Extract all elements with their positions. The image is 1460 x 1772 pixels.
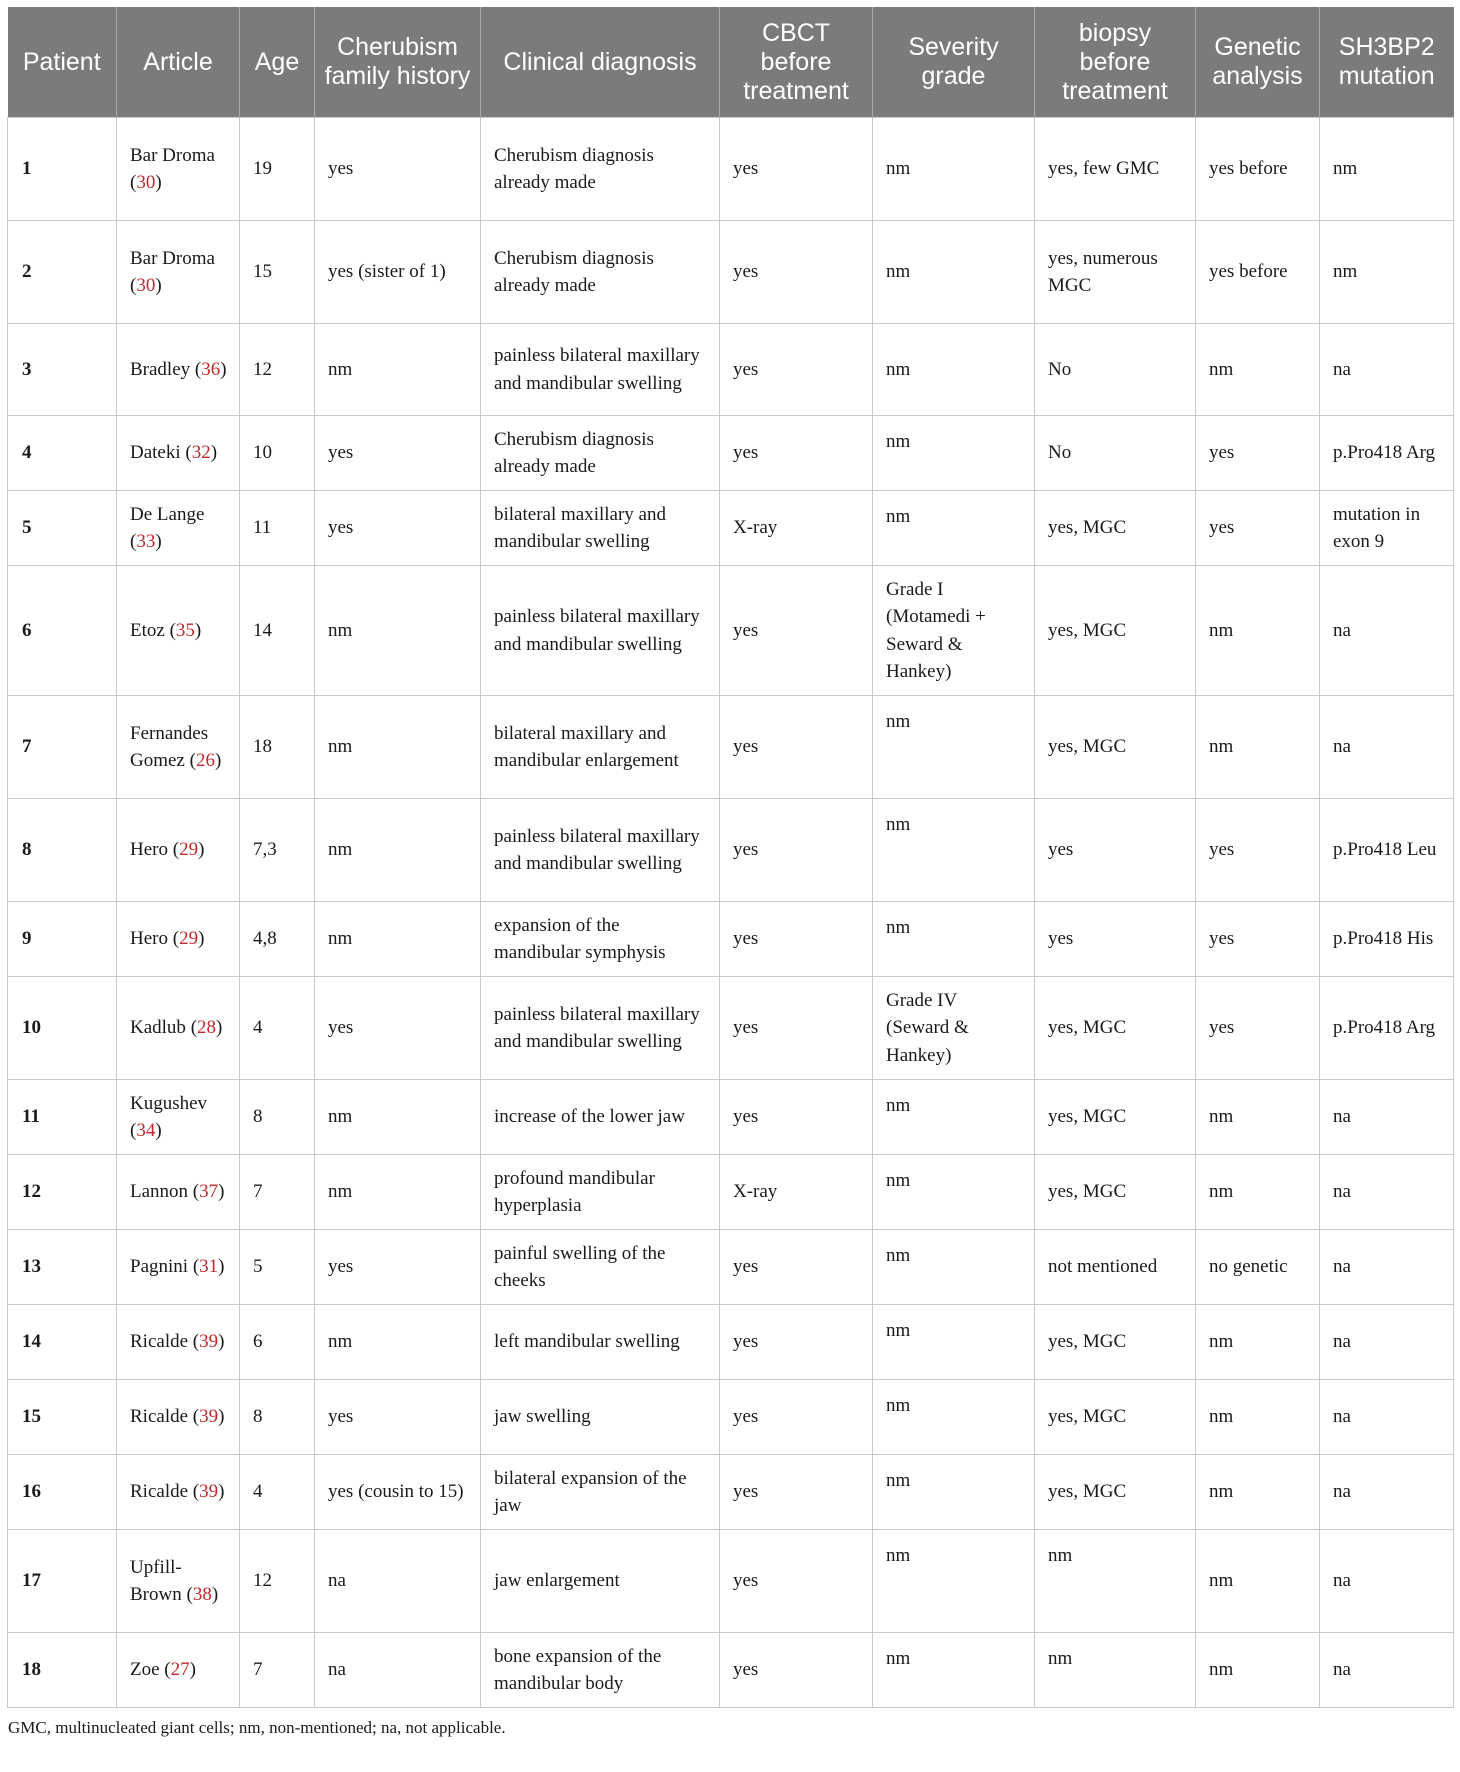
- header-clinical-diagnosis: Clinical diagnosis: [481, 7, 720, 118]
- cell-cbct: yes: [720, 1305, 873, 1380]
- cell-genetic: yes: [1196, 799, 1320, 902]
- cell-genetic: nm: [1196, 1380, 1320, 1455]
- cell-patient: 17: [8, 1530, 117, 1633]
- cell-severity: Grade IV (Seward & Hankey): [873, 977, 1035, 1080]
- cell-biopsy: yes, MGC: [1035, 1380, 1196, 1455]
- cell-clinical-diagnosis: increase of the lower jaw: [481, 1080, 720, 1155]
- cell-patient: 11: [8, 1080, 117, 1155]
- cell-article: Lannon (37): [117, 1155, 240, 1230]
- table-row: [8, 799, 1454, 902]
- cell-severity: nm: [873, 1633, 1035, 1708]
- cell-genetic: no genetic: [1196, 1230, 1320, 1305]
- table-row: [8, 977, 1454, 1080]
- table-body: [8, 118, 1454, 1708]
- cell-biopsy: No: [1035, 416, 1196, 491]
- cell-clinical-diagnosis: bilateral maxillary and mandibular swelling: [481, 491, 720, 566]
- cell-mutation: nm: [1320, 221, 1454, 324]
- article-ref-link[interactable]: 28: [197, 1017, 217, 1039]
- article-author: De Lange: [130, 503, 205, 525]
- cell-mutation: na: [1320, 1155, 1454, 1230]
- cell-genetic: yes: [1196, 416, 1320, 491]
- header-severity: Severity grade: [873, 7, 1035, 118]
- cell-cbct: yes: [720, 416, 873, 491]
- cell-clinical-diagnosis: left mandibular swelling: [481, 1305, 720, 1380]
- header-row: [8, 7, 1454, 118]
- cell-genetic: nm: [1196, 566, 1320, 696]
- cell-mutation: na: [1320, 324, 1454, 416]
- cell-article: Hero (29): [117, 799, 240, 902]
- table-row: [8, 221, 1454, 324]
- article-author: Etoz: [130, 619, 165, 641]
- cell-patient: 12: [8, 1155, 117, 1230]
- cell-genetic: nm: [1196, 1633, 1320, 1708]
- cell-biopsy: yes, MGC: [1035, 1155, 1196, 1230]
- cell-patient: 10: [8, 977, 117, 1080]
- cell-clinical-diagnosis: jaw swelling: [481, 1380, 720, 1455]
- article-author: Upfill-Brown: [130, 1556, 182, 1605]
- cell-cbct: yes: [720, 221, 873, 324]
- table-row: [8, 1305, 1454, 1380]
- article-ref-link[interactable]: 39: [199, 1406, 219, 1428]
- cell-clinical-diagnosis: bilateral expansion of the jaw: [481, 1455, 720, 1530]
- table-row: [8, 491, 1454, 566]
- cell-family-history: na: [315, 1530, 481, 1633]
- cell-mutation: na: [1320, 1305, 1454, 1380]
- header-article: Article: [117, 7, 240, 118]
- cell-article: Pagnini (31): [117, 1230, 240, 1305]
- article-ref-link[interactable]: 39: [199, 1481, 219, 1503]
- cell-article: Kugushev (34): [117, 1080, 240, 1155]
- cell-age: 10: [240, 416, 315, 491]
- article-ref-link[interactable]: 30: [136, 275, 156, 296]
- table-row: [8, 1530, 1454, 1633]
- cell-cbct: yes: [720, 799, 873, 902]
- cell-genetic: nm: [1196, 324, 1320, 416]
- cell-article: De Lange (33): [117, 491, 240, 566]
- cell-patient: 13: [8, 1230, 117, 1305]
- table-row: [8, 566, 1454, 696]
- cell-biopsy: yes, MGC: [1035, 566, 1196, 696]
- cell-article: Hero (29): [117, 902, 240, 977]
- cell-patient: 16: [8, 1455, 117, 1530]
- cell-cbct: yes: [720, 1455, 873, 1530]
- table-row: [8, 696, 1454, 799]
- cell-age: 15: [240, 221, 315, 324]
- cell-clinical-diagnosis: painless bilateral maxillary and mandibular swelling: [481, 799, 720, 902]
- article-ref-link[interactable]: 33: [136, 531, 156, 552]
- cell-family-history: yes: [315, 118, 481, 221]
- header-biopsy: biopsy before treatment: [1035, 7, 1196, 118]
- article-author: Lannon: [130, 1181, 189, 1203]
- cell-genetic: yes before: [1196, 118, 1320, 221]
- cell-severity: nm: [873, 1230, 1035, 1305]
- cell-age: 12: [240, 1530, 315, 1633]
- cell-severity: nm: [873, 491, 1035, 566]
- header-age: Age: [240, 7, 315, 118]
- cell-article: Etoz (35): [117, 566, 240, 696]
- cell-cbct: yes: [720, 1380, 873, 1455]
- header-patient: Patient: [8, 7, 117, 118]
- cell-family-history: yes: [315, 977, 481, 1080]
- cell-patient: 9: [8, 902, 117, 977]
- cell-severity: nm: [873, 416, 1035, 491]
- table-row: [8, 324, 1454, 416]
- cell-mutation: na: [1320, 696, 1454, 799]
- cell-age: 11: [240, 491, 315, 566]
- cell-cbct: yes: [720, 324, 873, 416]
- cell-age: 12: [240, 324, 315, 416]
- table-row: [8, 118, 1454, 221]
- cell-genetic: nm: [1196, 1305, 1320, 1380]
- cell-clinical-diagnosis: painless bilateral maxillary and mandibular swelling: [481, 566, 720, 696]
- cell-biopsy: yes, MGC: [1035, 1080, 1196, 1155]
- article-author: Fernandes Gomez: [130, 722, 209, 771]
- cell-cbct: X-ray: [720, 1155, 873, 1230]
- article-author: Hero: [130, 928, 168, 950]
- cell-family-history: nm: [315, 696, 481, 799]
- table-row: [8, 1633, 1454, 1708]
- article-ref-link[interactable]: 39: [199, 1331, 219, 1353]
- cell-mutation: na: [1320, 1455, 1454, 1530]
- cell-cbct: yes: [720, 1633, 873, 1708]
- table-row: [8, 1230, 1454, 1305]
- cell-severity: nm: [873, 1155, 1035, 1230]
- cell-mutation: p.Pro418 Leu: [1320, 799, 1454, 902]
- cell-clinical-diagnosis: expansion of the mandibular symphysis: [481, 902, 720, 977]
- cell-article: Bar Droma (30): [117, 118, 240, 221]
- cell-age: 4,8: [240, 902, 315, 977]
- cell-mutation: na: [1320, 1380, 1454, 1455]
- cell-family-history: yes: [315, 416, 481, 491]
- article-ref-link[interactable]: 34: [136, 1120, 156, 1141]
- table-row: [8, 1155, 1454, 1230]
- cell-mutation: mutation in exon 9: [1320, 491, 1454, 566]
- cell-patient: 6: [8, 566, 117, 696]
- header-cbct: CBCT before treatment: [720, 7, 873, 118]
- cell-biopsy: yes, MGC: [1035, 1305, 1196, 1380]
- cell-severity: nm: [873, 118, 1035, 221]
- article-ref-link[interactable]: 27: [170, 1659, 190, 1681]
- article-author: Ricalde: [130, 1406, 189, 1428]
- cell-genetic: nm: [1196, 1455, 1320, 1530]
- cell-family-history: nm: [315, 799, 481, 902]
- cell-family-history: nm: [315, 1155, 481, 1230]
- cell-biopsy: yes, numerous MGC: [1035, 221, 1196, 324]
- cell-mutation: na: [1320, 1080, 1454, 1155]
- cell-age: 6: [240, 1305, 315, 1380]
- table-row: [8, 1380, 1454, 1455]
- article-author: Ricalde: [130, 1481, 189, 1503]
- article-ref-link[interactable]: 31: [199, 1256, 219, 1278]
- cell-family-history: nm: [315, 1305, 481, 1380]
- article-author: Pagnini: [130, 1256, 189, 1278]
- cell-cbct: yes: [720, 696, 873, 799]
- cell-patient: 5: [8, 491, 117, 566]
- cell-cbct: yes: [720, 902, 873, 977]
- cell-severity: nm: [873, 902, 1035, 977]
- cell-biopsy: not mentioned: [1035, 1230, 1196, 1305]
- cell-clinical-diagnosis: painless bilateral maxillary and mandibular swelling: [481, 324, 720, 416]
- cell-clinical-diagnosis: Cherubism diagnosis already made: [481, 416, 720, 491]
- article-ref-link[interactable]: 37: [199, 1181, 219, 1203]
- table-row: [8, 902, 1454, 977]
- article-ref-link[interactable]: 26: [195, 750, 215, 771]
- cell-mutation: nm: [1320, 118, 1454, 221]
- article-author: Ricalde: [130, 1331, 189, 1353]
- cell-genetic: yes: [1196, 902, 1320, 977]
- cell-patient: 2: [8, 221, 117, 324]
- cell-article: Zoe (27): [117, 1633, 240, 1708]
- cell-clinical-diagnosis: jaw enlargement: [481, 1530, 720, 1633]
- cell-severity: Grade I (Motamedi + Seward & Hankey): [873, 566, 1035, 696]
- article-ref-link[interactable]: 32: [191, 442, 211, 464]
- cell-genetic: yes: [1196, 977, 1320, 1080]
- article-author: Zoe: [130, 1659, 160, 1681]
- cell-family-history: nm: [315, 566, 481, 696]
- cell-article: Upfill-Brown (38): [117, 1530, 240, 1633]
- cell-article: Ricalde (39): [117, 1455, 240, 1530]
- cell-article: Dateki (32): [117, 416, 240, 491]
- cell-genetic: nm: [1196, 1080, 1320, 1155]
- cell-cbct: yes: [720, 118, 873, 221]
- cell-clinical-diagnosis: profound mandibular hyperplasia: [481, 1155, 720, 1230]
- cell-biopsy: yes, MGC: [1035, 491, 1196, 566]
- cell-genetic: yes: [1196, 491, 1320, 566]
- cell-biopsy: yes: [1035, 902, 1196, 977]
- cell-mutation: na: [1320, 1230, 1454, 1305]
- cell-age: 8: [240, 1080, 315, 1155]
- article-ref-link[interactable]: 38: [192, 1584, 212, 1605]
- cell-genetic: nm: [1196, 696, 1320, 799]
- cell-age: 7: [240, 1633, 315, 1708]
- cell-family-history: nm: [315, 1080, 481, 1155]
- cell-article: Fernandes Gomez (26): [117, 696, 240, 799]
- cell-cbct: yes: [720, 566, 873, 696]
- article-author: Kadlub: [130, 1017, 186, 1039]
- cell-article: Kadlub (28): [117, 977, 240, 1080]
- cell-severity: nm: [873, 696, 1035, 799]
- article-author: Hero: [130, 839, 168, 861]
- cell-biopsy: nm: [1035, 1530, 1196, 1633]
- cell-biopsy: nm: [1035, 1633, 1196, 1708]
- document: [7, 7, 1453, 1738]
- cell-article: Bar Droma (30): [117, 221, 240, 324]
- cell-biopsy: yes, MGC: [1035, 977, 1196, 1080]
- table-footnote: GMC, multinucleated giant cells; nm, non-mentioned; na, not applicable.: [8, 1718, 506, 1737]
- cell-cbct: yes: [720, 1080, 873, 1155]
- cell-cbct: yes: [720, 1530, 873, 1633]
- cell-severity: nm: [873, 1380, 1035, 1455]
- cell-clinical-diagnosis: painful swelling of the cheeks: [481, 1230, 720, 1305]
- cell-clinical-diagnosis: bilateral maxillary and mandibular enlargement: [481, 696, 720, 799]
- patient-table: [7, 7, 1454, 1708]
- cell-mutation: p.Pro418 Arg: [1320, 416, 1454, 491]
- cell-severity: nm: [873, 1080, 1035, 1155]
- cell-family-history: yes (sister of 1): [315, 221, 481, 324]
- cell-age: 19: [240, 118, 315, 221]
- cell-family-history: yes (cousin to 15): [315, 1455, 481, 1530]
- cell-patient: 3: [8, 324, 117, 416]
- cell-patient: 18: [8, 1633, 117, 1708]
- article-author: Bar Droma: [130, 144, 215, 166]
- cell-severity: nm: [873, 1530, 1035, 1633]
- article-author: Bar Droma: [130, 247, 215, 269]
- cell-patient: 4: [8, 416, 117, 491]
- cell-article: Ricalde (39): [117, 1305, 240, 1380]
- header-family-history: Cherubism family history: [315, 7, 481, 118]
- cell-mutation: na: [1320, 566, 1454, 696]
- cell-biopsy: yes: [1035, 799, 1196, 902]
- article-ref-link[interactable]: 35: [175, 619, 195, 641]
- article-ref-link[interactable]: 29: [179, 928, 199, 950]
- cell-cbct: X-ray: [720, 491, 873, 566]
- header-genetic: Genetic analysis: [1196, 7, 1320, 118]
- article-author: Kugushev: [130, 1092, 208, 1114]
- cell-article: Ricalde (39): [117, 1380, 240, 1455]
- cell-mutation: p.Pro418 His: [1320, 902, 1454, 977]
- cell-biopsy: yes, few GMC: [1035, 118, 1196, 221]
- cell-patient: 7: [8, 696, 117, 799]
- cell-patient: 1: [8, 118, 117, 221]
- cell-clinical-diagnosis: bone expansion of the mandibular body: [481, 1633, 720, 1708]
- cell-clinical-diagnosis: Cherubism diagnosis already made: [481, 221, 720, 324]
- cell-severity: nm: [873, 324, 1035, 416]
- cell-severity: nm: [873, 1305, 1035, 1380]
- cell-genetic: nm: [1196, 1530, 1320, 1633]
- table-row: [8, 1080, 1454, 1155]
- cell-clinical-diagnosis: Cherubism diagnosis already made: [481, 118, 720, 221]
- cell-age: 18: [240, 696, 315, 799]
- cell-genetic: yes before: [1196, 221, 1320, 324]
- cell-mutation: na: [1320, 1633, 1454, 1708]
- cell-family-history: yes: [315, 1380, 481, 1455]
- cell-age: 4: [240, 977, 315, 1080]
- cell-severity: nm: [873, 799, 1035, 902]
- cell-family-history: nm: [315, 324, 481, 416]
- cell-age: 5: [240, 1230, 315, 1305]
- table-row: [8, 1455, 1454, 1530]
- cell-family-history: na: [315, 1633, 481, 1708]
- cell-age: 8: [240, 1380, 315, 1455]
- cell-age: 14: [240, 566, 315, 696]
- header-mutation: SH3BP2 mutation: [1320, 7, 1454, 118]
- cell-severity: nm: [873, 221, 1035, 324]
- cell-family-history: yes: [315, 491, 481, 566]
- article-ref-link[interactable]: 30: [136, 172, 156, 193]
- cell-genetic: nm: [1196, 1155, 1320, 1230]
- cell-severity: nm: [873, 1455, 1035, 1530]
- cell-cbct: yes: [720, 977, 873, 1080]
- cell-biopsy: yes, MGC: [1035, 1455, 1196, 1530]
- cell-family-history: nm: [315, 902, 481, 977]
- article-author: Dateki: [130, 442, 181, 464]
- cell-article: Bradley (36): [117, 324, 240, 416]
- cell-age: 4: [240, 1455, 315, 1530]
- cell-patient: 14: [8, 1305, 117, 1380]
- cell-patient: 15: [8, 1380, 117, 1455]
- cell-family-history: yes: [315, 1230, 481, 1305]
- article-ref-link[interactable]: 36: [201, 358, 221, 380]
- cell-mutation: p.Pro418 Arg: [1320, 977, 1454, 1080]
- cell-age: 7,3: [240, 799, 315, 902]
- cell-biopsy: yes, MGC: [1035, 696, 1196, 799]
- cell-mutation: na: [1320, 1530, 1454, 1633]
- cell-cbct: yes: [720, 1230, 873, 1305]
- cell-clinical-diagnosis: painless bilateral maxillary and mandibular swelling: [481, 977, 720, 1080]
- article-author: Bradley: [130, 358, 191, 380]
- cell-age: 7: [240, 1155, 315, 1230]
- cell-biopsy: No: [1035, 324, 1196, 416]
- cell-patient: 8: [8, 799, 117, 902]
- article-ref-link[interactable]: 29: [179, 839, 199, 861]
- table-row: [8, 416, 1454, 491]
